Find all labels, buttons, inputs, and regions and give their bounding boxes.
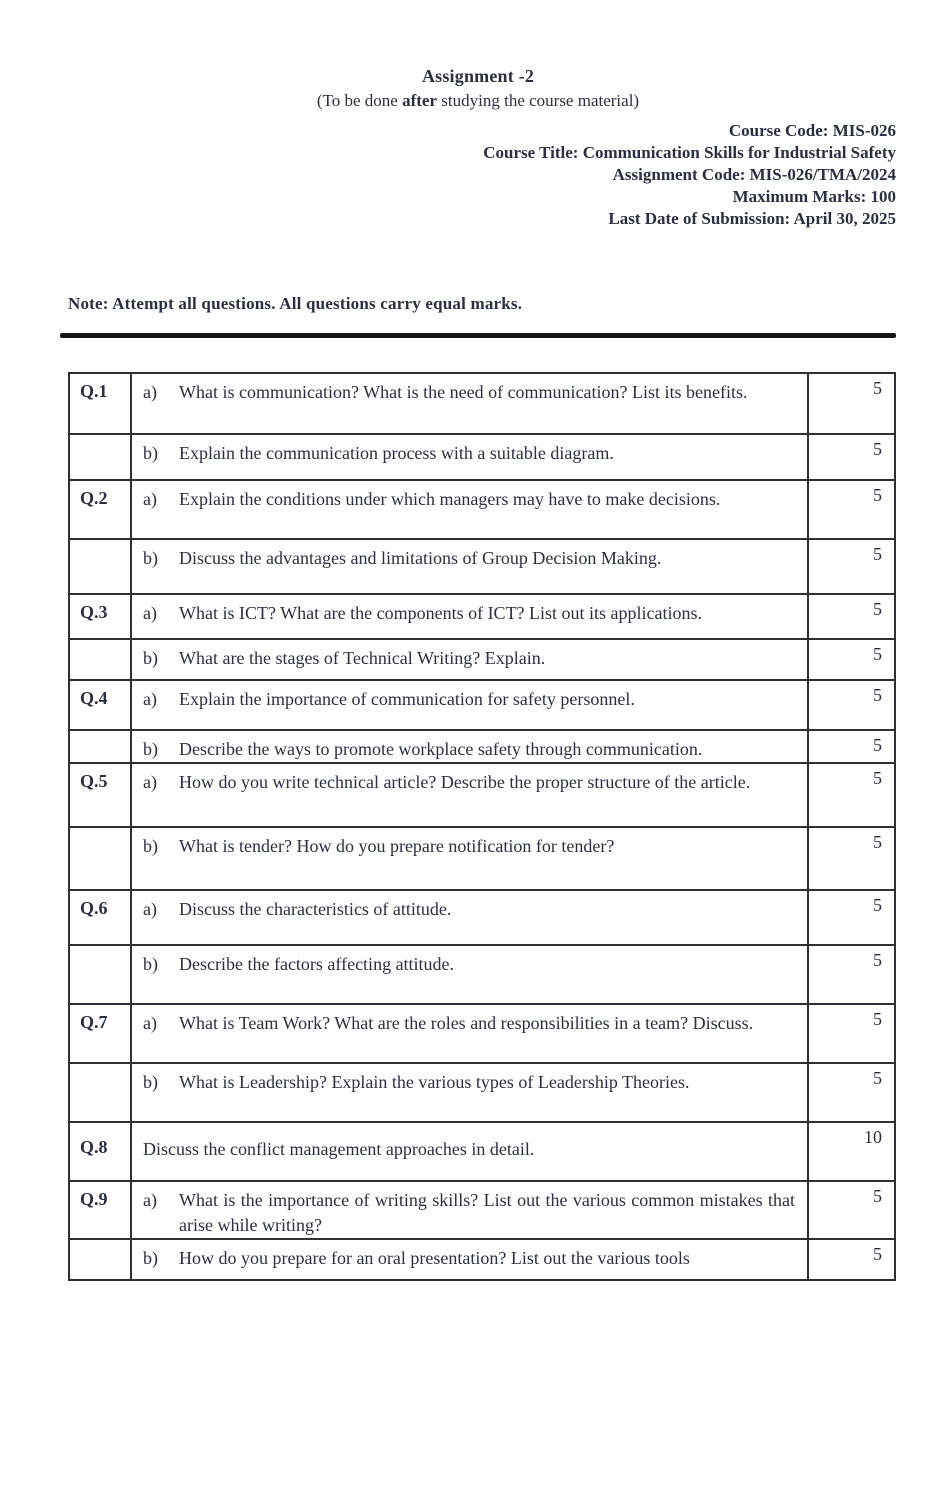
question-text: What is the importance of writing skills? List out the various common mistakes that arise while writing?: [179, 1190, 795, 1235]
marks-cell: 5: [873, 1009, 882, 1029]
assignment-code-line: Assignment Code: MIS-026/TMA/2024: [612, 165, 896, 184]
question-text: What are the stages of Technical Writing? Explain.: [179, 648, 546, 668]
course-meta-block: [60, 120, 896, 230]
question-part-label: b): [143, 548, 158, 568]
divider-rule: [60, 333, 896, 338]
question-number: [70, 640, 132, 679]
question-number: Q.5: [70, 764, 132, 826]
question-text: What is Team Work? What are the roles and responsibilities in a team? Discuss.: [179, 1013, 754, 1033]
question-cell: [132, 828, 809, 889]
question-cell: [132, 540, 809, 593]
marks-cell: 5: [873, 485, 882, 505]
table-row: [70, 435, 894, 481]
question-cell: [132, 946, 809, 1003]
question-part-label: b): [143, 836, 158, 856]
question-part-label: b): [143, 954, 158, 974]
question-text: How do you write technical article? Describe the proper structure of the article.: [179, 772, 751, 792]
question-number: Q.1: [70, 374, 132, 433]
question-text: Explain the communication process with a suitable diagram.: [179, 443, 614, 463]
table-row: [70, 1240, 894, 1279]
question-part-label: b): [143, 443, 158, 463]
question-text: What is communication? What is the need of communication? List its benefits.: [179, 382, 748, 402]
question-part-label: a): [143, 1013, 157, 1033]
table-row: [70, 481, 894, 540]
marks-cell: 5: [873, 378, 882, 398]
question-cell: [132, 1182, 809, 1238]
marks-cell: 10: [864, 1127, 882, 1147]
marks-cell: 5: [873, 1068, 882, 1088]
question-part-label: b): [143, 648, 158, 668]
question-cell: [132, 681, 809, 729]
last-date-line: Last Date of Submission: April 30, 2025: [608, 209, 896, 228]
table-row: [70, 681, 894, 731]
course-code-line: Course Code: MIS-026: [728, 121, 896, 140]
question-number: Q.4: [70, 681, 132, 729]
question-number: [70, 540, 132, 593]
question-cell: [132, 481, 809, 538]
marks-cell: 5: [873, 950, 882, 970]
table-row: [70, 891, 894, 946]
question-text: Discuss the characteristics of attitude.: [179, 899, 452, 919]
course-title-line: Course Title: Communication Skills for Industrial Safety: [483, 143, 896, 162]
page-title: Assignment -2: [421, 66, 535, 86]
question-number: [70, 1064, 132, 1121]
question-number: Q.2: [70, 481, 132, 538]
subtitle-prefix: (To be done: [316, 91, 403, 110]
subtitle-bold-word: after: [402, 91, 438, 110]
marks-cell: 5: [873, 644, 882, 664]
question-part-label: a): [143, 899, 157, 919]
marks-cell: 5: [873, 439, 882, 459]
table-row: [70, 1182, 894, 1240]
question-number: Q.3: [70, 595, 132, 638]
marks-cell: 5: [873, 895, 882, 915]
question-cell: [132, 1240, 809, 1279]
table-row: [70, 595, 894, 640]
question-text: What is ICT? What are the components of ICT? List out its applications.: [179, 603, 703, 623]
marks-cell: 5: [873, 544, 882, 564]
question-cell: [132, 1064, 809, 1121]
table-row: [70, 1064, 894, 1123]
question-number: [70, 828, 132, 889]
question-number: Q.9: [70, 1182, 132, 1238]
question-text: Discuss the advantages and limitations of Group Decision Making.: [179, 548, 662, 568]
question-number: [70, 435, 132, 479]
question-number: [70, 946, 132, 1003]
question-part-label: b): [143, 1072, 158, 1092]
question-number: Q.7: [70, 1005, 132, 1062]
question-cell: [132, 640, 809, 679]
question-text: Explain the importance of communication for safety personnel.: [179, 689, 635, 709]
question-part-label: a): [143, 382, 157, 402]
table-row: [70, 828, 894, 891]
question-number: [70, 1240, 132, 1279]
marks-cell: 5: [873, 832, 882, 852]
table-row: [70, 640, 894, 681]
table-row: [70, 374, 894, 435]
question-number: Q.6: [70, 891, 132, 944]
maximum-marks-line: Maximum Marks: 100: [732, 187, 896, 206]
question-text: What is Leadership? Explain the various types of Leadership Theories.: [179, 1072, 690, 1092]
question-number: [70, 731, 132, 762]
question-cell: [132, 435, 809, 479]
marks-cell: 5: [873, 599, 882, 619]
table-row: [70, 1123, 894, 1182]
question-part-label: a): [143, 603, 157, 623]
marks-cell: 5: [873, 685, 882, 705]
question-text: How do you prepare for an oral presentation? List out the various tools: [179, 1248, 690, 1268]
table-row: [70, 540, 894, 595]
question-cell: [132, 731, 809, 762]
table-row: [70, 731, 894, 764]
question-cell: [132, 374, 809, 433]
question-part-label: b): [143, 739, 158, 759]
question-cell: [132, 595, 809, 638]
question-cell: [132, 1123, 809, 1180]
note-line: Note: Attempt all questions. All questions carry equal marks.: [68, 294, 523, 313]
question-cell: [132, 764, 809, 826]
question-part-label: a): [143, 689, 157, 709]
marks-cell: 5: [873, 1244, 882, 1264]
table-row: [70, 764, 894, 828]
question-part-label: b): [143, 1248, 158, 1268]
question-text: Describe the ways to promote workplace safety through communication.: [179, 739, 703, 759]
question-part-label: a): [143, 489, 157, 509]
question-part-label: a): [143, 772, 157, 792]
question-part-label: a): [143, 1190, 157, 1210]
question-text: Explain the conditions under which managers may have to make decisions.: [179, 489, 721, 509]
question-text: What is tender? How do you prepare notification for tender?: [179, 836, 615, 856]
marks-cell: 5: [873, 1186, 882, 1206]
question-text: Discuss the conflict management approaches in detail.: [143, 1139, 535, 1159]
table-row: [70, 946, 894, 1005]
questions-table: [68, 372, 896, 1281]
marks-cell: 5: [873, 768, 882, 788]
question-cell: [132, 1005, 809, 1062]
question-text: Describe the factors affecting attitude.: [179, 954, 455, 974]
question-number: Q.8: [70, 1123, 132, 1180]
marks-cell: 5: [873, 735, 882, 755]
table-row: [70, 1005, 894, 1064]
page-subtitle: [60, 91, 896, 111]
subtitle-suffix: studying the course material): [437, 91, 640, 110]
question-cell: [132, 891, 809, 944]
